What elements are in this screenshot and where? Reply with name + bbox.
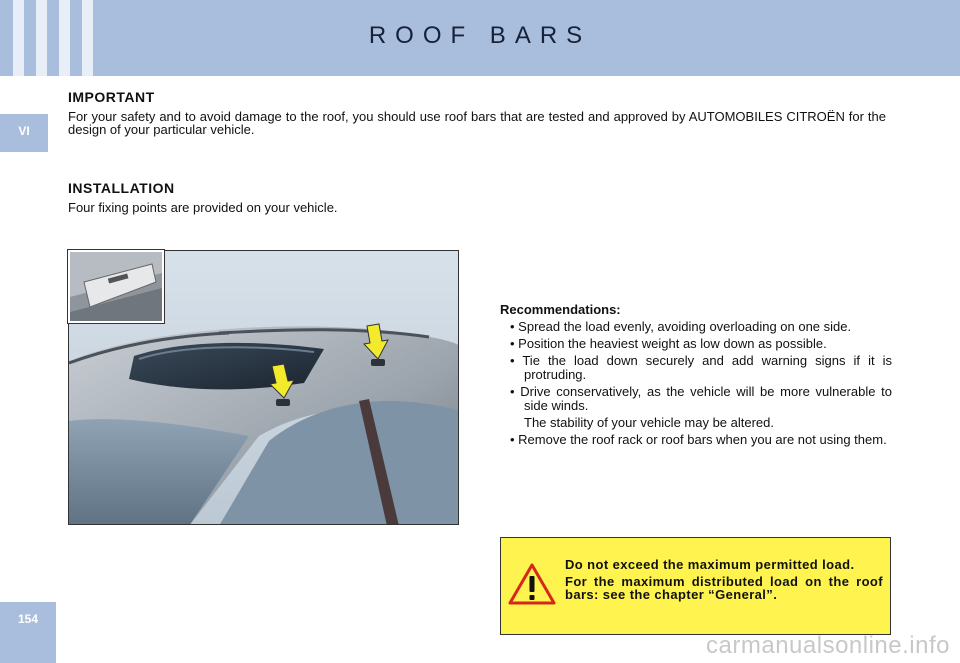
list-item: • Remove the roof rack or roof bars when you are not using them. bbox=[510, 432, 887, 447]
stability-note: The stability of your vehicle may be altered. bbox=[524, 415, 775, 430]
exclamation-triangle-icon bbox=[507, 562, 557, 611]
header-band bbox=[0, 0, 960, 76]
list-item: • Spread the load evenly, avoiding overloading on one side. bbox=[510, 319, 852, 334]
recommendations-title: Recommendations: bbox=[500, 302, 621, 317]
chapter-tab[interactable]: VI bbox=[0, 114, 48, 152]
list-item: • Tie the load down securely and add warning signs if it is protruding. bbox=[510, 353, 892, 382]
inset-photo bbox=[68, 250, 164, 323]
list-item: • Drive conservatively, as the vehicle will be more vulnerable to side winds. bbox=[510, 384, 892, 413]
warning-text bbox=[565, 558, 883, 605]
important-text: For your safety and to avoid damage to the roof, you should use roof bars that are tested and approved by AUTOMOBILES CITROËN for the design of your particular vehicle. bbox=[68, 109, 886, 137]
warning-box bbox=[500, 537, 891, 635]
max-load-warning: Do not exceed the maximum permitted load. bbox=[565, 557, 855, 572]
distributed-load-warning: For the maximum distributed load on the roof bars: see the chapter “General”. bbox=[565, 574, 883, 602]
page-title: ROOF BARS bbox=[368, 22, 592, 49]
recommendations bbox=[500, 303, 892, 447]
list-item: • Position the heaviest weight as low down as possible. bbox=[510, 336, 827, 351]
page-number: 154 bbox=[0, 602, 56, 663]
installation-text: Four fixing points are provided on your vehicle. bbox=[68, 200, 338, 215]
important-heading: IMPORTANT bbox=[68, 89, 155, 105]
watermark: carmanualsonline.info bbox=[706, 632, 950, 659]
installation-heading: INSTALLATION bbox=[68, 180, 175, 196]
